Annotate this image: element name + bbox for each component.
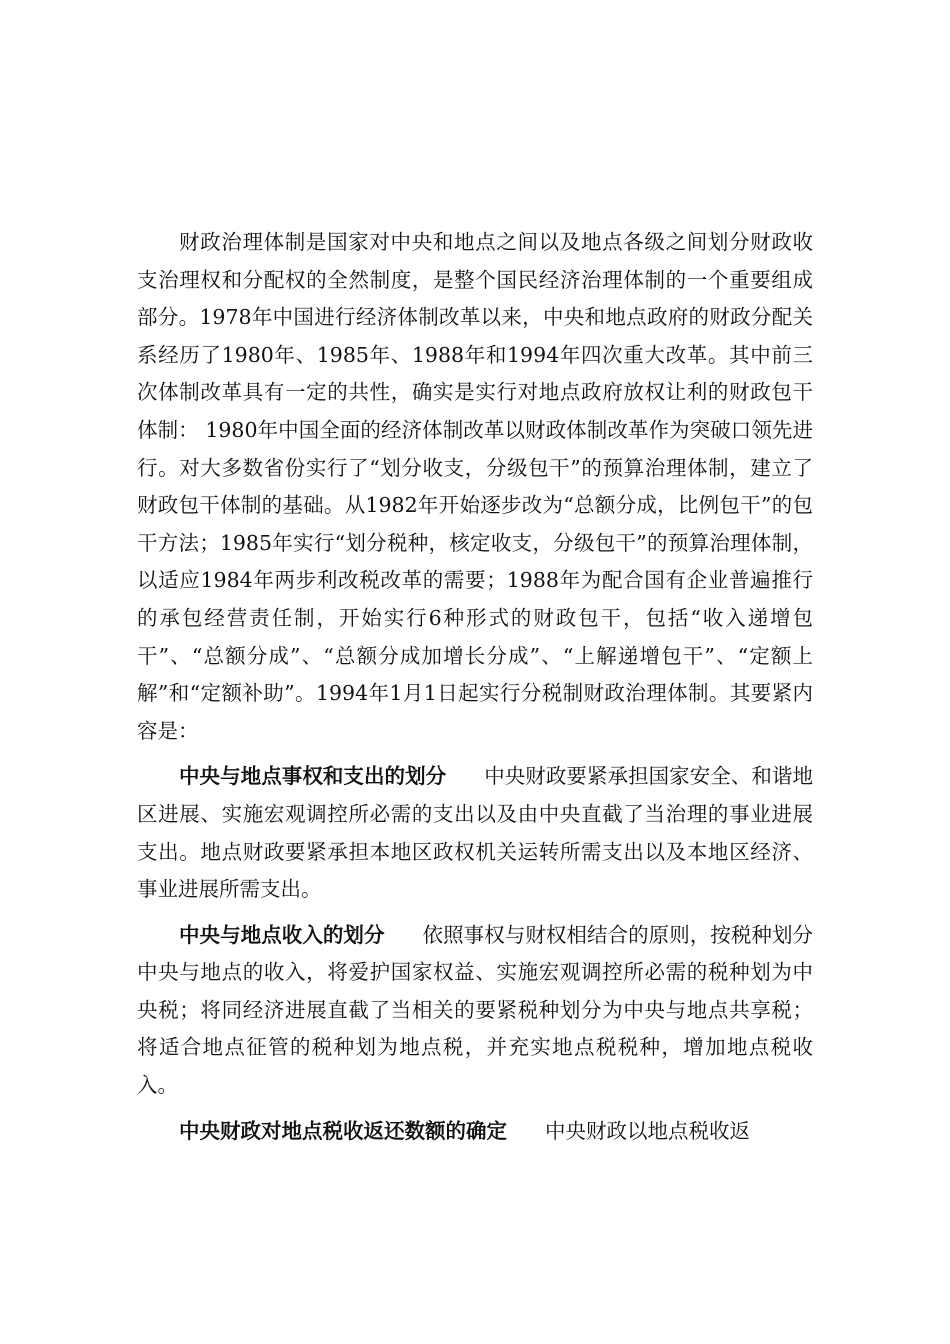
- paragraph-text: 财政治理体制是国家对中央和地点之间以及地点各级之间划分财政收支治理权和分配权的全然制度，是整个国民经济治理体制的一个重要组成部分。1978年中国进行经济体制改革以来，中央和地点政府的财政分配关系经历了1980年、1985年、1988年和1994年四次重大改革。其中前三次体制改革具有一定的共性，确实是实行对地点政府放权让利的财政包干体制： 1980年中国全面的经济体制改革以财政体制改革作为突破口领先进行。对大多数省份实行了“划分收支，分级包干”的预算治理体制，建立了财政包干体制的基础。从1982年开始逐步改为“总额分成，比例包干”的包干方法；1985年实行“划分税种，核定收支，分级包干”的预算治理体制，以适应1984年两步利改税改革的需要；1988年为配合国有企业普遍推行的承包经营责任制，开始实行6种形式的财政包干，包括“收入递增包干”、“总额分成”、“总额分成加增长分成”、“上解递增包干”、“定额上解”和“定额补助”。1994年1月1日起实行分税制财政治理体制。其要紧内容是：: [137, 230, 813, 743]
- paragraph-tax-rebate: [137, 1113, 813, 1151]
- paragraph-revenue-division: [137, 917, 813, 1105]
- paragraph-text: 中央财政以地点税收返: [545, 1118, 750, 1143]
- paragraph-expenditure-division: [137, 758, 813, 908]
- paragraph-intro: [137, 224, 813, 750]
- paragraph-text: 依照事权与财权相结合的原则，按税种划分中央与地点的收入，将爱护国家权益、实施宏观调控所必需的税种划为中央税；将同经济进展直截了当相关的要紧税种划分为中央与地点共享税；将适合地点征管的税种划为地点税，并充实地点税税种，增加地点税收入。: [137, 922, 814, 1098]
- section-heading: 中央与地点收入的划分: [179, 922, 385, 947]
- section-heading: 中央财政对地点税收返还数额的确定: [179, 1118, 507, 1143]
- paragraph-text: 中央财政要紧承担国家安全、和谐地区进展、实施宏观调控所必需的支出以及由中央直截了当治理的事业进展支出。地点财政要紧承担本地区政权机关运转所需支出以及本地区经济、事业进展所需支出。: [137, 764, 814, 902]
- document-body: [137, 224, 813, 1158]
- section-heading: 中央与地点事权和支出的划分: [179, 764, 447, 789]
